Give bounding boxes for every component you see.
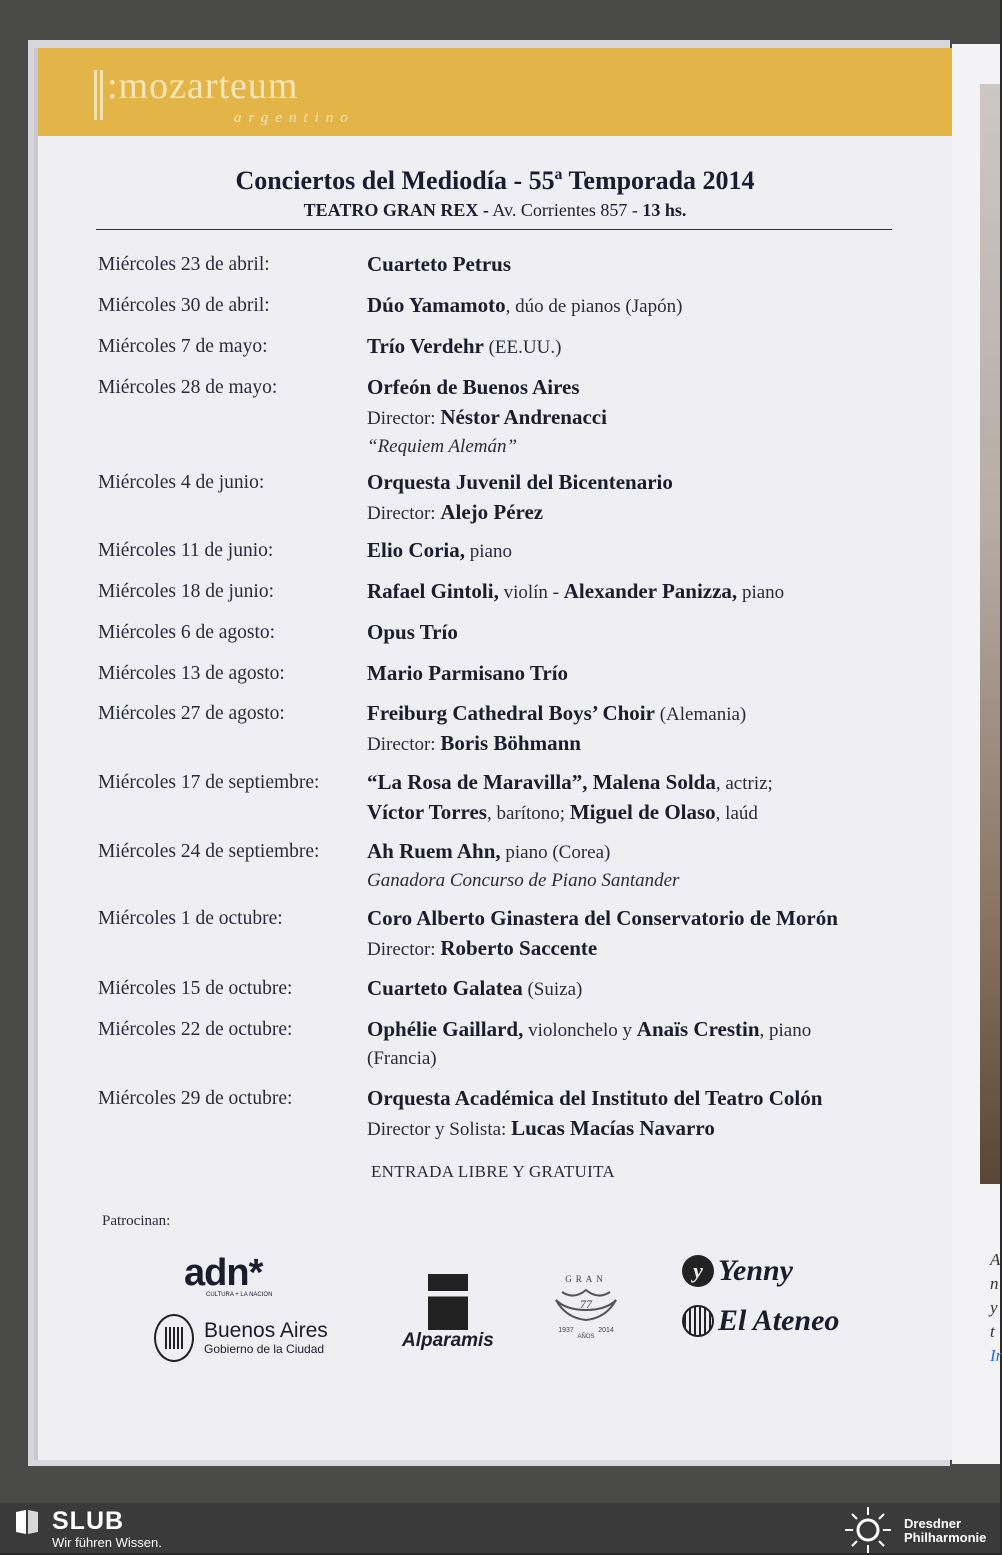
concert-description — [367, 618, 927, 648]
alparamis-mark-icon — [428, 1274, 468, 1330]
detail-text: (Suiza) — [522, 979, 583, 1000]
performer-name: Anaïs Crestin — [636, 1017, 760, 1041]
detail-text: , piano — [759, 1020, 812, 1041]
yenny-circle-icon: y — [682, 1255, 714, 1287]
concert-date: Miércoles 22 de octubre: — [98, 1019, 293, 1040]
performer-name: Cuarteto Galatea — [367, 976, 523, 1000]
right-text-line: n — [990, 1274, 999, 1293]
gran-rex-logo — [548, 1270, 624, 1342]
detail-text: , barítono; — [486, 803, 570, 824]
right-page-photo — [980, 84, 1000, 1184]
concert-description — [367, 536, 927, 566]
performer-name: Trío Verdehr — [367, 334, 484, 358]
el-ateneo-circle-icon — [682, 1305, 714, 1337]
concert-date: Miércoles 13 de agosto: — [98, 663, 285, 684]
el-ateneo-text: El Ateneo — [718, 1304, 840, 1337]
performer-name: Orquesta Juvenil del Bicentenario — [367, 470, 673, 494]
description-line — [367, 729, 927, 759]
performer-name: Lucas Macías Navarro — [511, 1116, 715, 1140]
detail-text: piano (Corea) — [500, 842, 611, 863]
concert-date: Miércoles 6 de agosto: — [98, 622, 276, 643]
concert-description — [367, 1084, 927, 1144]
ba-title: Buenos Aires — [204, 1319, 328, 1342]
concert-date: Miércoles 4 de junio: — [98, 472, 265, 493]
performer-name: Ophélie Gaillard, — [367, 1017, 524, 1041]
yenny-logo — [682, 1254, 793, 1288]
concert-date: Miércoles 30 de abril: — [98, 295, 270, 316]
concert-description — [367, 291, 927, 321]
description-line — [367, 250, 927, 280]
description-line — [367, 798, 927, 828]
philharmonie-sun-icon — [842, 1505, 894, 1555]
description-line — [367, 1015, 927, 1045]
concert-description — [367, 250, 927, 280]
concert-date: Miércoles 15 de octubre: — [98, 978, 293, 999]
slub-tagline: Wir führen Wissen. — [52, 1535, 162, 1550]
performer-name: “La Rosa de Maravilla”, Malena Solda — [367, 770, 716, 794]
performer-name: Néstor Andrenacci — [440, 405, 607, 429]
right-text-line: A — [990, 1250, 1001, 1269]
detail-text: (Francia) — [367, 1048, 437, 1069]
slub-name: SLUB — [52, 1507, 125, 1535]
description-line — [367, 904, 927, 934]
performer-name: Rafael Gintoli, — [367, 579, 499, 603]
title-block — [38, 166, 952, 221]
description-line — [367, 618, 927, 648]
adn-text: adn — [184, 1252, 249, 1294]
description-line — [367, 659, 927, 689]
concert-date: Miércoles 11 de junio: — [98, 540, 274, 561]
performer-name: Coro Alberto Ginastera del Conservatorio de Morón — [367, 906, 838, 930]
detail-text: (Alemania) — [654, 704, 747, 725]
performer-name: Roberto Saccente — [440, 936, 598, 960]
gran-year-end: 2014 — [598, 1327, 614, 1334]
description-line — [367, 837, 927, 867]
alparamis-logo — [402, 1274, 494, 1352]
performer-name: Opus Trío — [367, 620, 458, 644]
concert-description — [367, 974, 927, 1004]
detail-text: Director: — [367, 503, 441, 524]
detail-text: (EE.UU.) — [483, 337, 562, 358]
right-page-text — [990, 1248, 1000, 1368]
right-text-line: y — [990, 1298, 998, 1317]
adn-subtext: CULTURA + LA NACION — [206, 1292, 273, 1298]
gran-year-start: 1937 — [558, 1327, 574, 1334]
gran-rex-crown-icon — [548, 1270, 624, 1342]
concert-description — [367, 332, 927, 362]
gran-years-text: 77 — [580, 1297, 592, 1311]
detail-text: , dúo de pianos (Japón) — [505, 296, 683, 317]
yenny-text: Yenny — [718, 1254, 793, 1287]
right-text-line: t — [990, 1322, 995, 1341]
logo-main-text: :mozarteum — [107, 65, 299, 107]
philharmonie-line2: Philharmonie — [904, 1530, 987, 1545]
concert-description — [367, 904, 927, 964]
venue-name: TEATRO GRAN REX - — [303, 200, 489, 220]
description-line — [367, 1114, 927, 1144]
concert-description — [367, 837, 927, 895]
description-line — [367, 699, 927, 729]
performer-name: Orquesta Académica del Instituto del Teatro Colón — [367, 1086, 823, 1110]
slub-book-icon — [14, 1508, 40, 1536]
detail-text: Director y Solista: — [367, 1119, 512, 1140]
detail-text: , laúd — [715, 803, 758, 824]
description-line — [367, 1045, 927, 1073]
philharmonie-name — [904, 1517, 986, 1545]
description-line — [367, 498, 927, 528]
venue-line — [38, 200, 952, 221]
entry-notice: ENTRADA LIBRE Y GRATUITA — [371, 1162, 615, 1181]
description-line — [367, 536, 927, 566]
performer-name: Cuarteto Petrus — [367, 252, 512, 276]
performer-name: Mario Parmisano Trío — [367, 661, 569, 685]
concert-time: 13 hs. — [642, 200, 687, 220]
adn-logo — [184, 1254, 272, 1298]
description-line — [367, 332, 927, 362]
performer-name: Víctor Torres — [367, 800, 487, 824]
description-line — [367, 403, 927, 433]
program-page — [34, 48, 952, 1460]
buenos-aires-logo — [154, 1314, 328, 1362]
concert-date: Miércoles 23 de abril: — [98, 254, 270, 275]
description-line — [367, 468, 927, 498]
performer-name: Boris Böhmann — [440, 731, 581, 755]
sponsors-label: Patrocinan: — [102, 1213, 171, 1229]
description-line — [367, 291, 927, 321]
concert-date: Miércoles 24 de septiembre: — [98, 841, 320, 862]
detail-text: violín - — [498, 582, 564, 603]
description-line — [367, 867, 927, 895]
description-line — [367, 1084, 927, 1114]
logo-sub-text: argentino — [234, 110, 355, 126]
detail-text: Director: — [367, 939, 441, 960]
page-title: Conciertos del Mediodía - 55ª Temporada 2014 — [235, 166, 755, 195]
description-line — [367, 577, 927, 607]
gran-top-text: GRAN — [565, 1274, 607, 1284]
detail-text: , actriz; — [715, 773, 773, 794]
venue-address: Av. Corrientes 857 - — [488, 200, 643, 220]
concert-date: Miércoles 18 de junio: — [98, 581, 275, 602]
description-line — [367, 373, 927, 403]
ba-subtitle: Gobierno de la Ciudad — [204, 1342, 325, 1356]
performer-name: Ah Ruem Ahn, — [367, 839, 501, 863]
el-ateneo-logo — [682, 1304, 839, 1338]
detail-text: violonchelo y — [523, 1020, 637, 1041]
description-line — [367, 974, 927, 1004]
performer-name: Orfeón de Buenos Aires — [367, 375, 580, 399]
concert-date: Miércoles 27 de agosto: — [98, 703, 285, 724]
philharmonie-line1: Dresdner — [904, 1516, 962, 1531]
performer-name: Miguel de Olaso — [569, 800, 716, 824]
city-seal-icon — [154, 1314, 194, 1362]
detail-text: Director: — [367, 734, 441, 755]
performer-name: Dúo Yamamoto — [367, 293, 506, 317]
performer-name: Alejo Pérez — [440, 500, 544, 524]
title-divider — [96, 229, 892, 230]
description-line — [367, 934, 927, 964]
alparamis-text: Alparamis — [402, 1330, 494, 1351]
concert-date: Miércoles 29 de octubre: — [98, 1088, 293, 1109]
concert-description — [367, 1015, 927, 1073]
header-band — [38, 48, 952, 136]
description-line — [367, 433, 927, 461]
concert-date: Miércoles 28 de mayo: — [98, 377, 278, 398]
logo-bars-icon — [94, 70, 103, 120]
performer-name: Elio Coria, — [367, 538, 465, 562]
concert-description — [367, 768, 927, 828]
performer-name: Freiburg Cathedral Boys’ Choir — [367, 701, 655, 725]
concert-description — [367, 699, 927, 759]
concert-description — [367, 659, 927, 689]
description-line — [367, 768, 927, 798]
concert-description — [367, 577, 927, 607]
concert-date: Miércoles 17 de septiembre: — [98, 772, 320, 793]
detail-text: piano — [737, 582, 785, 603]
concert-date: Miércoles 7 de mayo: — [98, 336, 268, 357]
footer-bar — [0, 1503, 1000, 1553]
detail-text: piano — [465, 541, 512, 562]
work-note: “Requiem Alemán” — [367, 436, 518, 457]
adn-star-icon: * — [248, 1252, 263, 1294]
right-text-line: Ir — [990, 1346, 1002, 1365]
concert-description — [367, 373, 927, 461]
concert-date: Miércoles 1 de octubre: — [98, 908, 283, 929]
work-note: Ganadora Concurso de Piano Santander — [367, 870, 680, 891]
performer-name: Alexander Panizza, — [563, 579, 738, 603]
detail-text: Director: — [367, 408, 441, 429]
gran-anios-text: AÑOS — [577, 1334, 595, 1340]
concert-description — [367, 468, 927, 528]
